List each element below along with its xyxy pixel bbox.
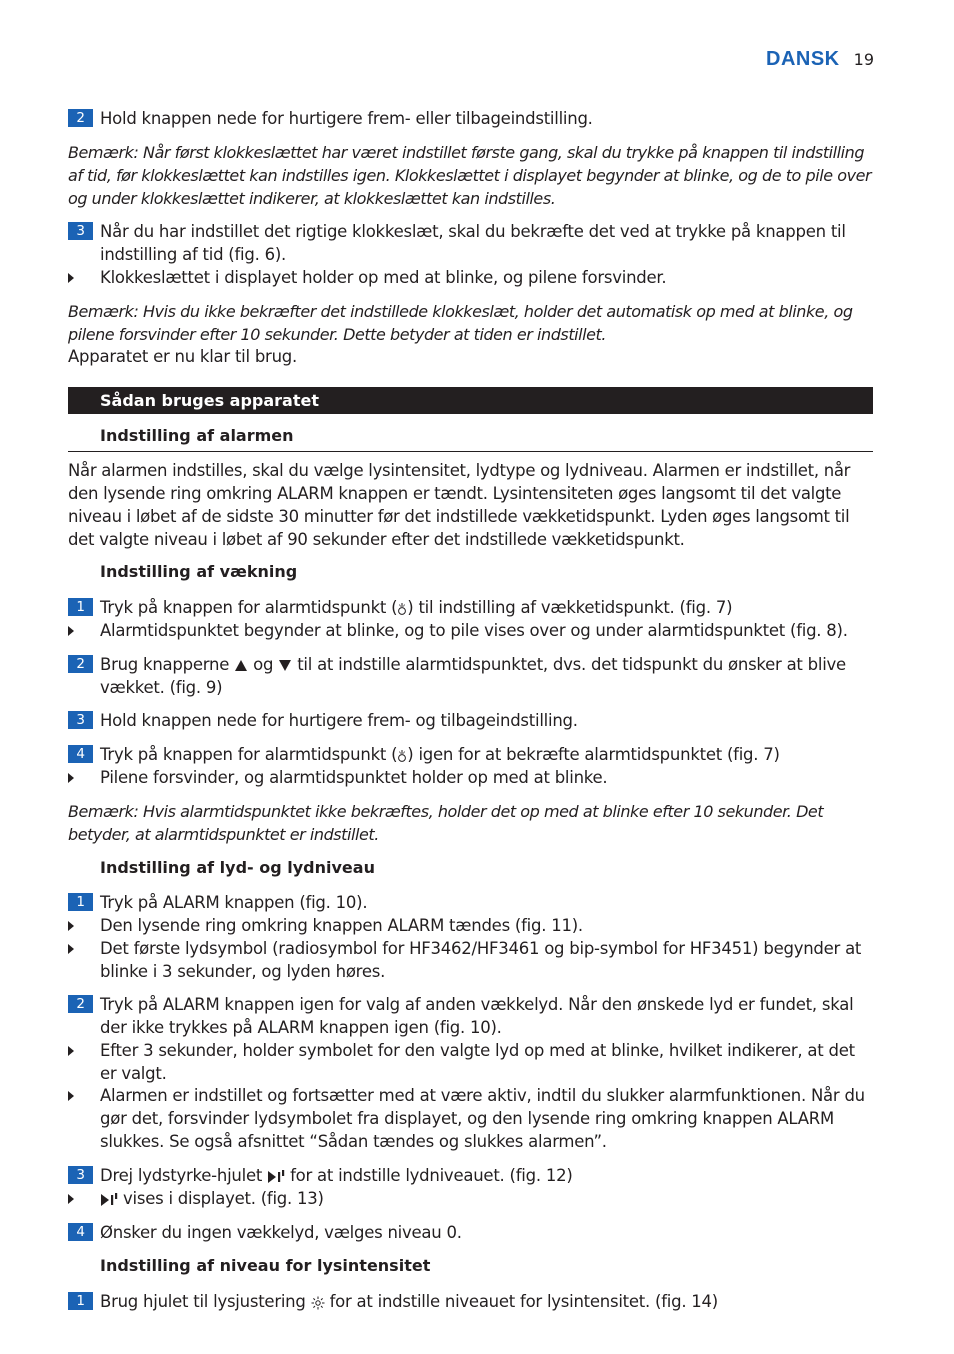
section-title: Sådan bruges apparatet xyxy=(100,391,319,410)
step-number: 4 xyxy=(68,1223,93,1241)
alarm-clock-icon xyxy=(397,601,407,617)
bullet-text: Pilene forsvinder, og alarmtidspunktet holder op med at blinke. xyxy=(100,768,608,787)
step-number: 2 xyxy=(68,655,93,673)
step-text: Når du har indstillet det rigtige klokkeslæt, skal du bekræfte det ved at trykke på knappen til indstilling af tid (fig. 6). xyxy=(100,222,846,264)
sound-step-1 xyxy=(68,891,873,914)
step-number: 4 xyxy=(68,745,93,763)
page-number: 19 xyxy=(853,50,874,69)
sound-bullet-1 xyxy=(68,914,873,937)
alarm-intro-paragraph: Når alarmen indstilles, skal du vælge lysintensitet, lydtype og lydniveau. Alarmen er indstillet, når den lysende ring omkring ALARM knappen er tændt. Lysintensiteten øges langsomt til det valgte niveau i løbet af de sidste 30 minutter før det indstillede vækketidspunkt. Lyden øges langsomt til det valgte niveau i løbet af 90 sekunder efter det indstillede vækketidspunkt. xyxy=(68,461,851,549)
intro-step-3 xyxy=(68,220,873,266)
sound-step-3 xyxy=(68,1164,873,1187)
bullet-text: Efter 3 sekunder, holder symbolet for den valgte lyd op med at blinke, hvilket indikerer, at det er valgt. xyxy=(100,1041,855,1083)
subheading-sound: Indstilling af lyd- og lydniveau xyxy=(100,858,375,877)
bullet-text: Klokkeslættet i displayet holder op med at blinke, og pilene forsvinder. xyxy=(100,268,667,287)
step-text: Brug knapperne og til at indstille alarmtidspunktet, dvs. det tidspunkt du ønsker at blive vækket. (fig. 9) xyxy=(100,655,846,697)
bullet-marker xyxy=(68,1091,74,1101)
light-step-1 xyxy=(68,1290,873,1313)
subheading-alarm: Indstilling af alarmen xyxy=(100,426,294,445)
wake-bullet-2 xyxy=(68,766,873,789)
wake-step-4 xyxy=(68,743,873,766)
intro-bullet-1 xyxy=(68,266,873,289)
bullet-marker xyxy=(68,944,74,954)
bullet-marker xyxy=(68,1046,74,1056)
sun-icon xyxy=(311,1296,325,1310)
wake-step-2 xyxy=(68,653,873,699)
alarm-clock-icon xyxy=(397,748,407,764)
wake-step-1 xyxy=(68,596,873,619)
step-text: Tryk på ALARM knappen (fig. 10). xyxy=(100,893,368,912)
step-text: Brug hjulet til lysjustering for at indstille niveauet for lysintensitet. (fig. 14) xyxy=(100,1292,718,1311)
bullet-text: Alarmtidspunktet begynder at blinke, og to pile vises over og under alarmtidspunktet (fig. 8). xyxy=(100,621,848,640)
bullet-marker xyxy=(68,773,74,783)
down-arrow-icon xyxy=(278,659,292,672)
step-number: 2 xyxy=(68,995,93,1013)
step-text: Tryk på knappen for alarmtidspunkt ( ) til indstilling af vækketidspunkt. (fig. 7) xyxy=(100,598,733,617)
sound-bullet-4 xyxy=(68,1084,873,1153)
bullet-marker xyxy=(68,626,74,636)
step-number: 1 xyxy=(68,1292,93,1310)
section-header-bar xyxy=(68,387,873,414)
step-number: 2 xyxy=(68,109,93,127)
volume-icon xyxy=(267,1169,285,1185)
wake-bullet-1 xyxy=(68,619,873,642)
sound-bullet-5 xyxy=(68,1187,873,1210)
step-text: Ønsker du ingen vækkelyd, vælges niveau 0. xyxy=(100,1223,462,1242)
bullet-marker xyxy=(68,921,74,931)
intro-note-1: Bemærk: Når først klokkeslættet har været indstillet første gang, skal du trykke på knappen til indstilling af tid, før klokkeslættet kan indstilles igen. Klokkeslættet i displayet begynder at blinke, og de to pile over og under klokkeslættet indikerer, at klokkeslættet kan indstilles. xyxy=(68,143,872,208)
wake-step-3 xyxy=(68,709,873,732)
wake-note: Bemærk: Hvis alarmtidspunktet ikke bekræftes, holder det op med at blinke efter 10 sekunder. Det betyder, at alarmtidspunktet er indstillet. xyxy=(68,802,824,844)
step-text: Hold knappen nede for hurtigere frem- eller tilbageindstilling. xyxy=(100,109,593,128)
step-number: 3 xyxy=(68,222,93,240)
step-number: 1 xyxy=(68,598,93,616)
intro-note-2: Bemærk: Hvis du ikke bekræfter det indstillede klokkeslæt, holder det automatisk op med at blinke, og pilene forsvinder efter 10 sekunder. Dette betyder at tiden er indstillet. xyxy=(68,302,853,344)
step-number: 1 xyxy=(68,893,93,911)
sound-step-2 xyxy=(68,993,873,1039)
sound-step-4 xyxy=(68,1221,873,1244)
intro-step-2 xyxy=(68,107,873,130)
step-text: Tryk på knappen for alarmtidspunkt ( ) igen for at bekræfte alarmtidspunktet (fig. 7) xyxy=(100,745,780,764)
step-text: Hold knappen nede for hurtigere frem- og tilbageindstilling. xyxy=(100,711,578,730)
subheading-light: Indstilling af niveau for lysintensitet xyxy=(100,1256,431,1275)
up-arrow-icon xyxy=(234,659,248,672)
sound-bullet-3 xyxy=(68,1039,873,1085)
step-text: Tryk på ALARM knappen igen for valg af anden vækkelyd. Når den ønskede lyd er fundet, skal der ikke trykkes på ALARM knappen igen (fig. 10). xyxy=(100,995,854,1037)
sound-bullet-2 xyxy=(68,937,873,983)
page-header xyxy=(766,48,874,71)
bullet-text: Alarmen er indstillet og fortsætter med at være aktiv, indtil du slukker alarmfunktionen. Når du gør det, forsvinder lydsymbolet fra displayet, og den lysende ring omkring knappen ALARM slukkes. Se også afsnittet “Sådan tændes og slukkes alarmen”. xyxy=(100,1086,865,1151)
bullet-text: vises i displayet. (fig. 13) xyxy=(100,1187,873,1210)
volume-icon xyxy=(100,1192,118,1208)
step-text: Drej lydstyrke-hjulet for at indstille lydniveauet. (fig. 12) xyxy=(100,1166,573,1185)
divider-rule xyxy=(68,451,873,452)
bullet-marker xyxy=(68,273,74,283)
language-label: DANSK xyxy=(766,48,840,70)
ready-text: Apparatet er nu klar til brug. xyxy=(68,347,298,366)
step-number: 3 xyxy=(68,1166,93,1184)
bullet-marker xyxy=(68,1194,74,1204)
bullet-text: Det første lydsymbol (radiosymbol for HF3462/HF3461 og bip-symbol for HF3451) begynder at blinke i 3 sekunder, og lyden høres. xyxy=(100,939,862,981)
step-number: 3 xyxy=(68,711,93,729)
bullet-text: Den lysende ring omkring knappen ALARM tændes (fig. 11). xyxy=(100,916,583,935)
subheading-wake: Indstilling af vækning xyxy=(100,562,298,581)
